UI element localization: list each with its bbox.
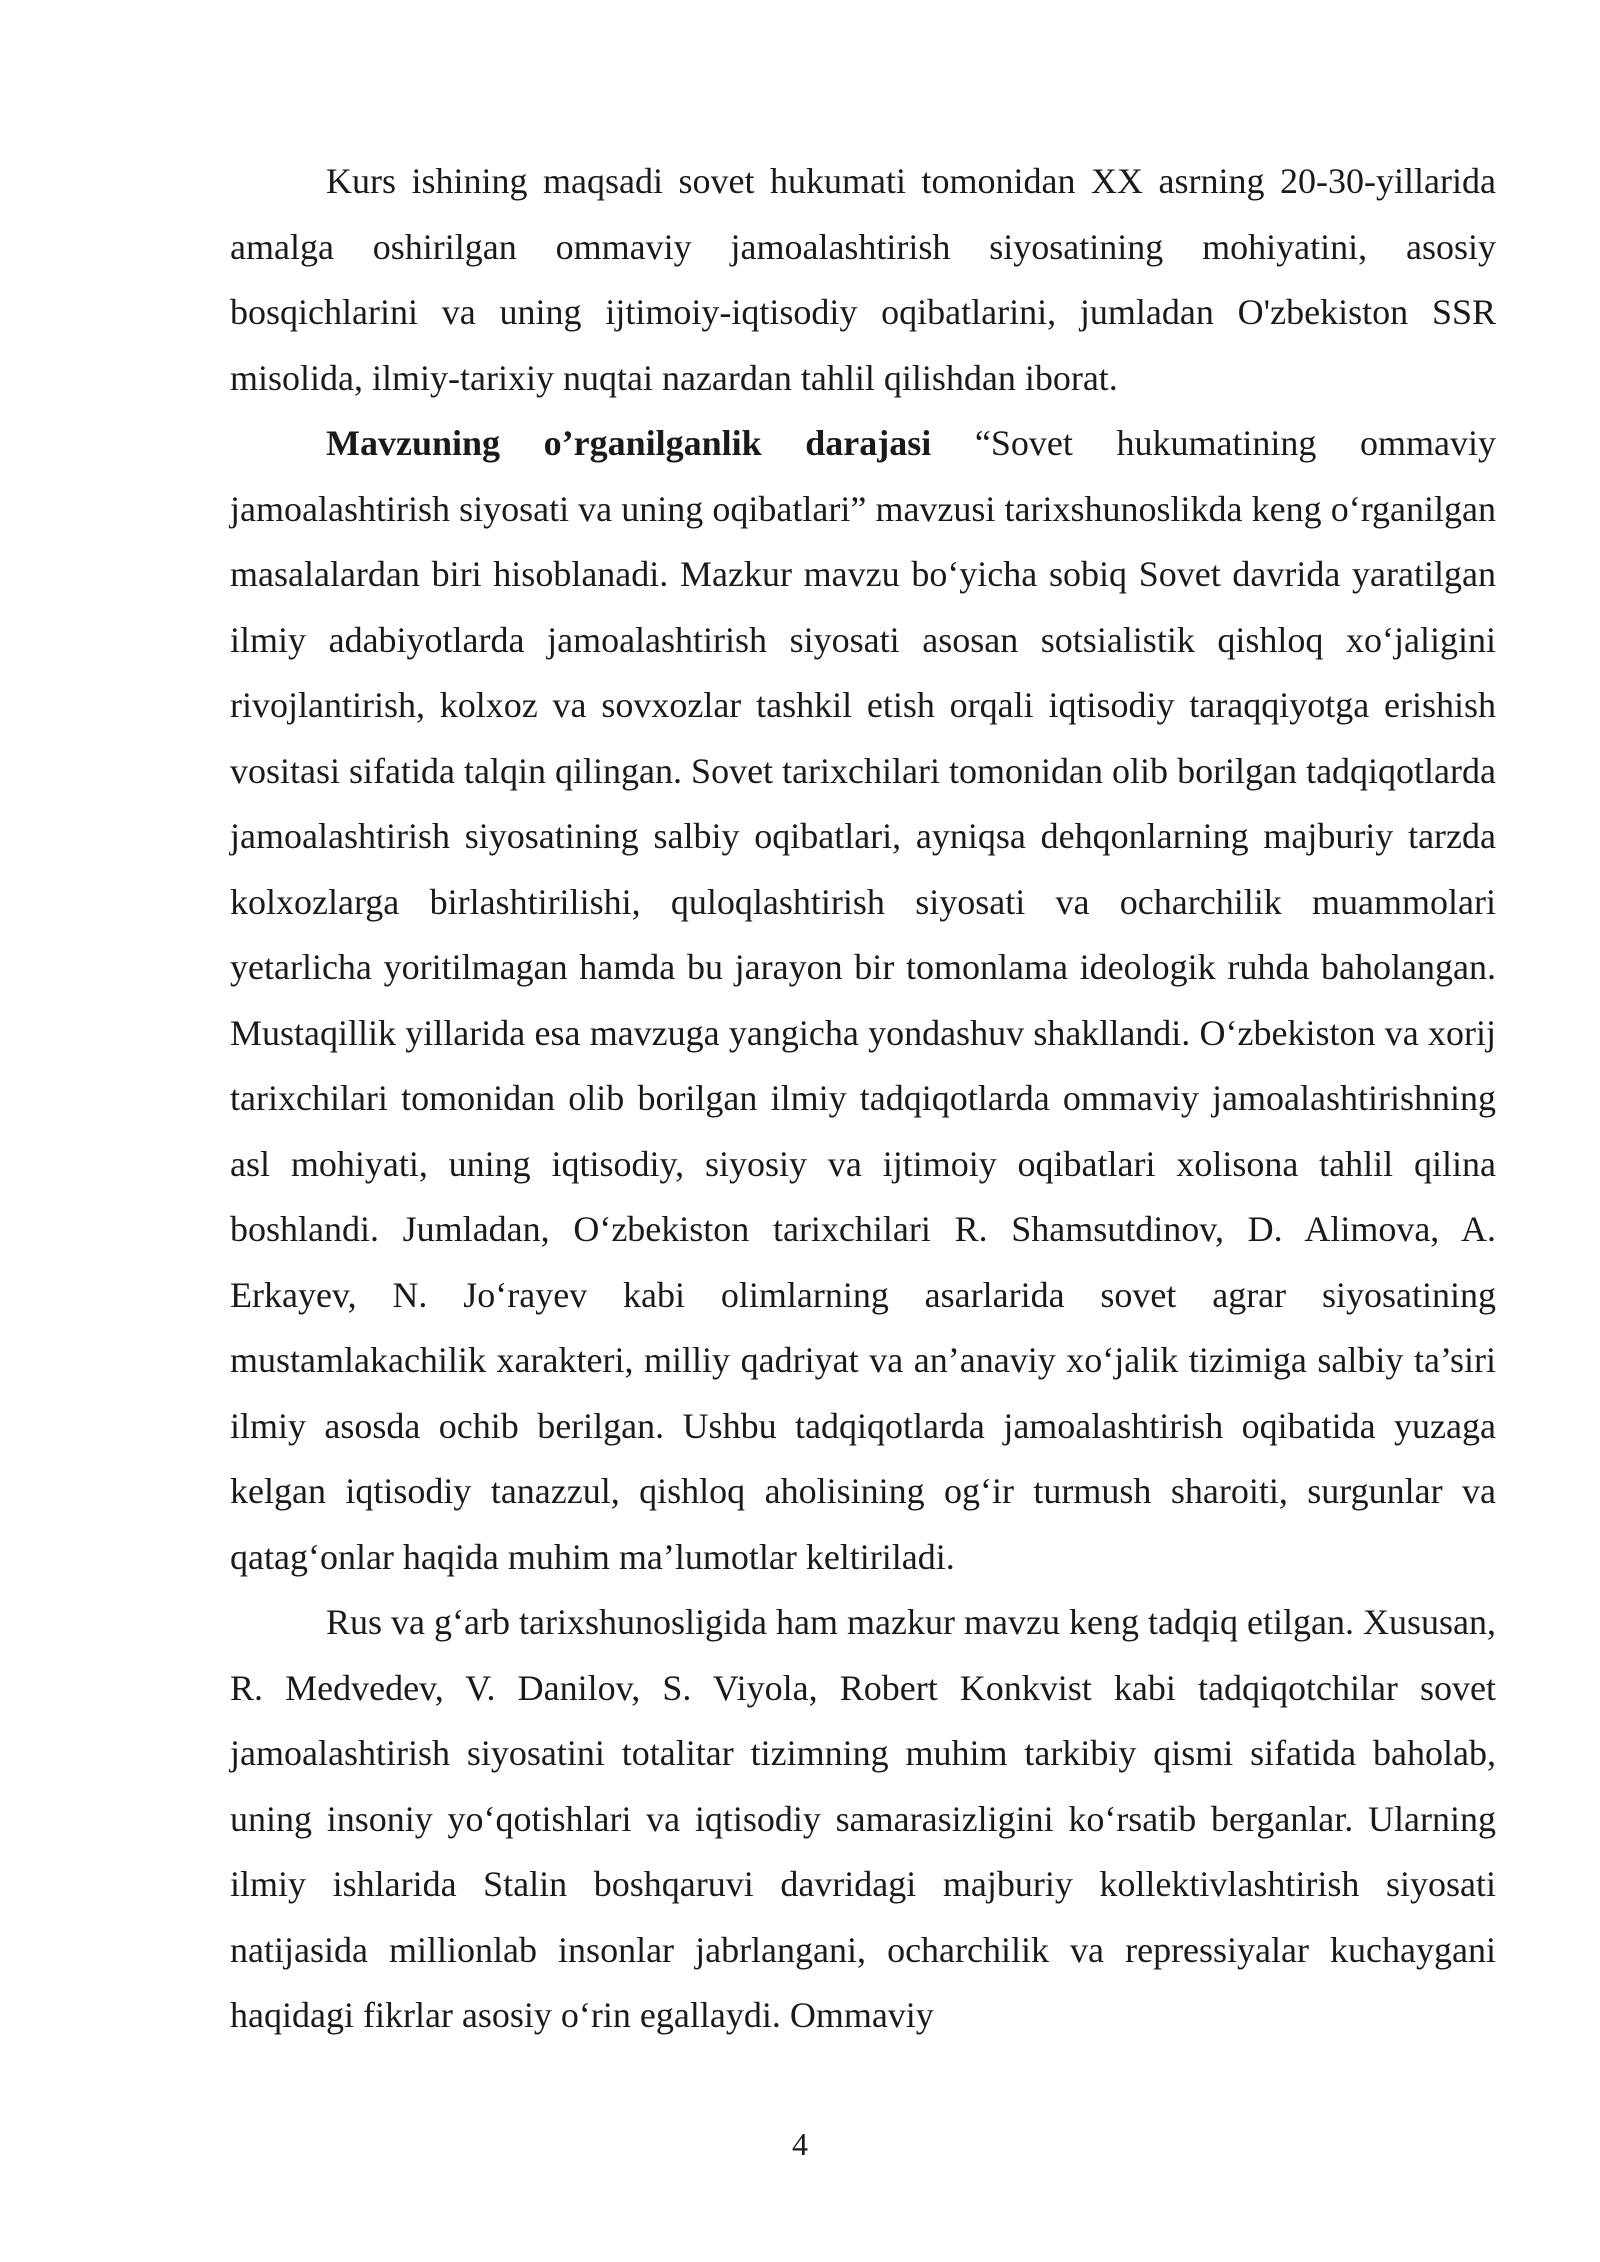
paragraph-study-level xyxy=(230,411,1496,1590)
page-number: 4 xyxy=(792,2126,808,2162)
paragraph-purpose xyxy=(230,149,1496,411)
paragraph-text: “Sovet hukumatining ommaviy jamoalashtirish siyosati va uning oqibatlari” mavzusi tarixshunoslikda keng o‘rganilgan masalalardan biri hisoblanadi. Mazkur mavzu bo‘yicha sobiq Sovet davrida yaratilgan ilmiy adabiyotlarda jamoalashtirish siyosati asosan sotsialistik qishloq xo‘jaligini rivojlantirish, kolxoz va sovxozlar tashkil etish orqali iqtisodiy taraqqiyotga erishish vositasi sifatida talqin qilingan. Sovet tarixchilari tomonidan olib borilgan tadqiqotlarda jamoalashtirish siyosatining salbiy oqibatlari, ayniqsa dehqonlarning majburiy tarzda kolxozlarga birlashtirilishi, quloqlashtirish siyosati va ocharchilik muammolari yetarlicha yoritilmagan hamda bu jarayon bir tomonlama ideologik ruhda baholangan. Mustaqillik yillarida esa mavzuga yangicha yondashuv shakllandi. O‘zbekiston va xorij tarixchilari tomonidan olib borilgan ilmiy tadqiqotlarda ommaviy jamoalashtirishning asl mohiyati, uning iqtisodiy, siyosiy va ijtimoiy oqibatlari xolisona tahlil qilina boshlandi. Jumladan, O‘zbekiston tarixchilari R. Shamsutdinov, D. Alimova, A. Erkayev, N. Jo‘rayev kabi olimlarning asarlarida sovet agrar siyosatining mustamlakachilik xarakteri, milliy qadriyat va an’anaviy xo‘jalik tizimiga salbiy ta’siri ilmiy asosda ochib berilgan. Ushbu tadqiqotlarda jamoalashtirish oqibatida yuzaga kelgan iqtisodiy tanazzul, qishloq aholisining og‘ir turmush sharoiti, surgunlar va qatag‘onlar haqida muhim ma’lumotlar keltiriladi. xyxy=(230,423,1497,1577)
paragraph-text: Rus va g‘arb tarixshunosligida ham mazkur mavzu keng tadqiq etilgan. Xususan, R. Medvedev, V. Danilov, S. Viyola, Robert Konkvist kabi tadqiqotchilar sovet jamoalashtirish siyosatini totalitar tizimning muhim tarkibiy qismi sifatida baholab, uning insoniy yo‘qotishlari va iqtisodiy samarasizligini ko‘rsatib berganlar. Ularning ilmiy ishlarida Stalin boshqaruvi davridagi majburiy kollektivlashtirish siyosati natijasida millionlab insonlar jabrlangani, ocharchilik va repressiyalar kuchaygani haqidagi fikrlar asosiy o‘rin egallaydi. Ommaviy xyxy=(230,1602,1496,2035)
paragraph-lead: Mavzuning o’rganilganlik darajasi xyxy=(326,423,932,463)
body-text xyxy=(230,149,1496,2049)
paragraph-text: Kurs ishining maqsadi sovet hukumati tomonidan XX asrning 20-30-yillarida amalga oshirilgan ommaviy jamoalashtirish siyosatining mohiyatini, asosiy bosqichlarini va uning ijtimoiy-iqtisodiy oqibatlarini, jumladan O'zbekiston SSR misolida, ilmiy-tarixiy nuqtai nazardan tahlil qilishdan iborat. xyxy=(230,161,1496,398)
paragraph-historiography xyxy=(230,1590,1496,2049)
